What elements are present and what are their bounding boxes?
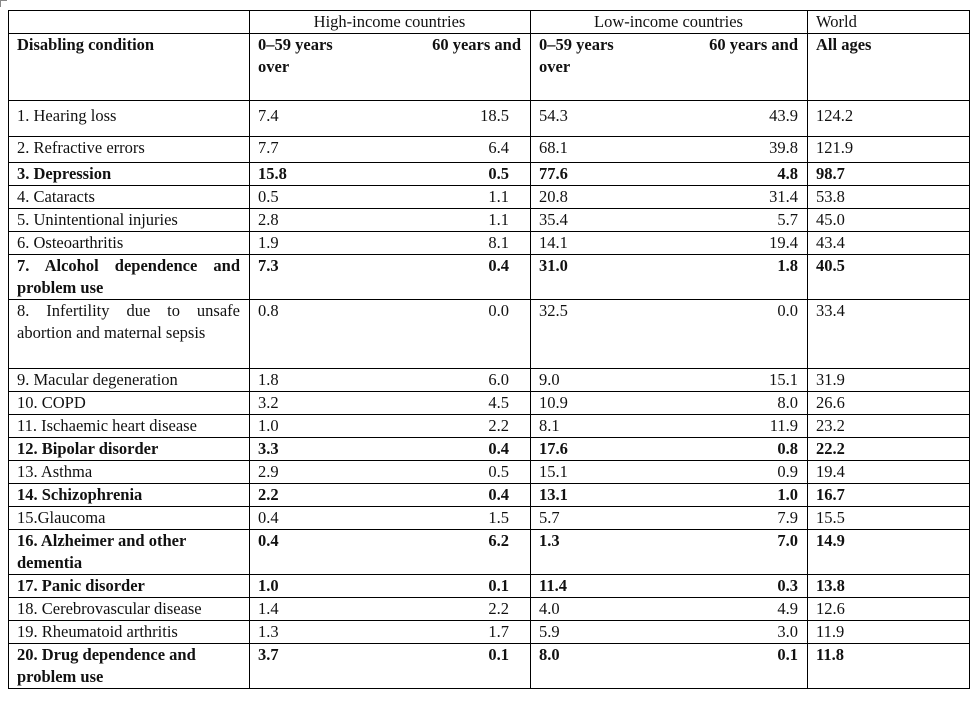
hi-60-over-value: 1.1 [488, 187, 509, 206]
low-income-values [531, 484, 808, 507]
world-all-ages-value: 53.8 [808, 186, 970, 209]
table-row [9, 209, 970, 232]
condition-name: 3. Depression [9, 163, 250, 186]
low-income-values [531, 186, 808, 209]
world-all-ages-value: 43.4 [808, 232, 970, 255]
table-row [9, 415, 970, 438]
hi-0-59-value: 2.8 [258, 210, 279, 229]
high-income-values [250, 232, 531, 255]
low-income-values [531, 255, 808, 300]
hi-60-over-value: 1.7 [488, 622, 509, 641]
lo-60-over-value: 31.4 [769, 187, 798, 206]
lo-0-59-value: 14.1 [539, 233, 568, 252]
header-condition: Disabling condition [9, 34, 250, 101]
lo-60-over-value: 7.0 [777, 531, 798, 550]
lo-0-59-value: 5.7 [539, 508, 560, 527]
hi-60-over-value: 0.4 [488, 439, 509, 458]
hi-0-59-value: 1.8 [258, 370, 279, 389]
page-corner-mark [0, 0, 7, 7]
lo-60-over-value: 15.1 [769, 370, 798, 389]
low-income-values [531, 507, 808, 530]
high-income-values [250, 621, 531, 644]
low-income-values [531, 415, 808, 438]
table-row [9, 255, 970, 300]
world-all-ages-value: 26.6 [808, 392, 970, 415]
header-lo-60: 60 years and [709, 35, 798, 54]
hi-0-59-value: 3.2 [258, 393, 279, 412]
world-all-ages-value: 45.0 [808, 209, 970, 232]
lo-60-over-value: 43.9 [769, 106, 798, 125]
lo-60-over-value: 19.4 [769, 233, 798, 252]
hi-60-over-value: 0.0 [488, 301, 509, 320]
low-income-values [531, 163, 808, 186]
table-row [9, 484, 970, 507]
hi-0-59-value: 1.0 [258, 576, 279, 595]
lo-60-over-value: 4.9 [777, 599, 798, 618]
hi-60-over-value: 2.2 [488, 599, 509, 618]
condition-name: 19. Rheumatoid arthritis [9, 621, 250, 644]
header-lo-over: over [539, 57, 571, 76]
low-income-values [531, 369, 808, 392]
hi-60-over-value: 0.5 [488, 164, 509, 183]
table-row [9, 232, 970, 255]
condition-name: 6. Osteoarthritis [9, 232, 250, 255]
high-income-values [250, 137, 531, 163]
condition-name: 2. Refractive errors [9, 137, 250, 163]
low-income-values [531, 644, 808, 689]
condition-name: 12. Bipolar disorder [9, 438, 250, 461]
lo-60-over-value: 1.8 [777, 256, 798, 275]
disability-table [8, 10, 970, 689]
hi-0-59-value: 3.7 [258, 645, 279, 664]
high-income-values [250, 484, 531, 507]
high-income-values [250, 644, 531, 689]
world-all-ages-value: 13.8 [808, 575, 970, 598]
condition-name: 1. Hearing loss [9, 101, 250, 137]
header-high-ages [250, 34, 531, 101]
hi-60-over-value: 2.2 [488, 416, 509, 435]
world-all-ages-value: 22.2 [808, 438, 970, 461]
high-income-values [250, 369, 531, 392]
lo-0-59-value: 35.4 [539, 210, 568, 229]
lo-0-59-value: 17.6 [539, 439, 568, 458]
hi-0-59-value: 1.3 [258, 622, 279, 641]
lo-60-over-value: 8.0 [777, 393, 798, 412]
lo-0-59-value: 11.4 [539, 576, 567, 595]
table-row [9, 392, 970, 415]
high-income-values [250, 438, 531, 461]
high-income-values [250, 575, 531, 598]
table-row [9, 186, 970, 209]
hi-0-59-value: 1.9 [258, 233, 279, 252]
condition-name: 7. Alcohol dependence and problem use [9, 255, 250, 300]
hi-60-over-value: 0.4 [488, 256, 509, 275]
lo-60-over-value: 0.1 [777, 645, 798, 664]
lo-0-59-value: 32.5 [539, 301, 568, 320]
condition-name: 4. Cataracts [9, 186, 250, 209]
lo-60-over-value: 11.9 [769, 416, 798, 435]
hi-60-over-value: 18.5 [480, 106, 509, 125]
condition-name: 20. Drug dependence and problem use [9, 644, 250, 689]
lo-60-over-value: 7.9 [777, 508, 798, 527]
world-all-ages-value: 121.9 [808, 137, 970, 163]
world-all-ages-value: 23.2 [808, 415, 970, 438]
header-lo-0-59: 0–59 years [539, 35, 614, 54]
table-row [9, 438, 970, 461]
world-all-ages-value: 31.9 [808, 369, 970, 392]
world-all-ages-value: 33.4 [808, 300, 970, 369]
low-income-values [531, 598, 808, 621]
lo-0-59-value: 5.9 [539, 622, 560, 641]
hi-60-over-value: 0.1 [488, 576, 509, 595]
table-row [9, 507, 970, 530]
high-income-values [250, 530, 531, 575]
condition-name: 15.Glaucoma [9, 507, 250, 530]
lo-0-59-value: 4.0 [539, 599, 560, 618]
lo-60-over-value: 0.8 [777, 439, 798, 458]
condition-name: 8. Infertility due to unsafe abortion and maternal sepsis [9, 300, 250, 369]
high-income-values [250, 507, 531, 530]
world-all-ages-value: 16.7 [808, 484, 970, 507]
low-income-values [531, 575, 808, 598]
hi-0-59-value: 1.0 [258, 416, 279, 435]
world-all-ages-value: 124.2 [808, 101, 970, 137]
hi-0-59-value: 0.5 [258, 187, 279, 206]
hi-0-59-value: 2.2 [258, 485, 279, 504]
header-empty-cell [9, 11, 250, 34]
low-income-values [531, 137, 808, 163]
low-income-values [531, 392, 808, 415]
lo-60-over-value: 5.7 [777, 210, 798, 229]
high-income-values [250, 255, 531, 300]
hi-60-over-value: 6.4 [488, 138, 509, 157]
low-income-values [531, 300, 808, 369]
condition-name: 11. Ischaemic heart disease [9, 415, 250, 438]
table-row [9, 621, 970, 644]
lo-0-59-value: 15.1 [539, 462, 568, 481]
table-row [9, 300, 970, 369]
hi-60-over-value: 1.5 [488, 508, 509, 527]
lo-60-over-value: 4.8 [777, 164, 798, 183]
low-income-values [531, 232, 808, 255]
table-row [9, 369, 970, 392]
condition-name: 9. Macular degeneration [9, 369, 250, 392]
header-high-income: High-income countries [250, 11, 531, 34]
lo-60-over-value: 1.0 [777, 485, 798, 504]
header-hi-0-59: 0–59 years [258, 35, 333, 54]
lo-0-59-value: 68.1 [539, 138, 568, 157]
lo-60-over-value: 39.8 [769, 138, 798, 157]
low-income-values [531, 438, 808, 461]
world-all-ages-value: 19.4 [808, 461, 970, 484]
hi-0-59-value: 0.4 [258, 531, 279, 550]
world-all-ages-value: 14.9 [808, 530, 970, 575]
world-all-ages-value: 15.5 [808, 507, 970, 530]
world-all-ages-value: 40.5 [808, 255, 970, 300]
table-row [9, 644, 970, 689]
hi-0-59-value: 1.4 [258, 599, 279, 618]
header-hi-60: 60 years and [432, 35, 521, 54]
hi-0-59-value: 3.3 [258, 439, 279, 458]
world-all-ages-value: 11.9 [808, 621, 970, 644]
header-hi-over: over [258, 57, 290, 76]
lo-0-59-value: 8.0 [539, 645, 560, 664]
lo-0-59-value: 1.3 [539, 531, 560, 550]
high-income-values [250, 101, 531, 137]
condition-name: 13. Asthma [9, 461, 250, 484]
condition-name: 17. Panic disorder [9, 575, 250, 598]
condition-name: 5. Unintentional injuries [9, 209, 250, 232]
header-low-ages [531, 34, 808, 101]
table-row [9, 530, 970, 575]
world-all-ages-value: 12.6 [808, 598, 970, 621]
lo-0-59-value: 13.1 [539, 485, 568, 504]
table-row [9, 575, 970, 598]
low-income-values [531, 530, 808, 575]
hi-0-59-value: 15.8 [258, 164, 287, 183]
table-row [9, 598, 970, 621]
low-income-values [531, 461, 808, 484]
high-income-values [250, 186, 531, 209]
table-body [9, 101, 970, 689]
hi-60-over-value: 6.0 [488, 370, 509, 389]
high-income-values [250, 415, 531, 438]
header-subrow [9, 34, 970, 101]
hi-60-over-value: 1.1 [488, 210, 509, 229]
high-income-values [250, 392, 531, 415]
lo-60-over-value: 0.9 [777, 462, 798, 481]
lo-0-59-value: 31.0 [539, 256, 568, 275]
hi-0-59-value: 2.9 [258, 462, 279, 481]
lo-0-59-value: 77.6 [539, 164, 568, 183]
low-income-values [531, 101, 808, 137]
lo-0-59-value: 10.9 [539, 393, 568, 412]
hi-60-over-value: 6.2 [488, 531, 509, 550]
high-income-values [250, 300, 531, 369]
condition-name: 10. COPD [9, 392, 250, 415]
header-group-row [9, 11, 970, 34]
hi-60-over-value: 0.4 [488, 485, 509, 504]
hi-60-over-value: 0.5 [488, 462, 509, 481]
high-income-values [250, 209, 531, 232]
high-income-values [250, 461, 531, 484]
hi-0-59-value: 7.7 [258, 138, 279, 157]
lo-0-59-value: 9.0 [539, 370, 560, 389]
lo-60-over-value: 0.3 [777, 576, 798, 595]
hi-60-over-value: 0.1 [488, 645, 509, 664]
hi-0-59-value: 0.8 [258, 301, 279, 320]
lo-0-59-value: 8.1 [539, 416, 560, 435]
header-world: World [808, 11, 970, 34]
low-income-values [531, 621, 808, 644]
hi-0-59-value: 7.3 [258, 256, 279, 275]
lo-0-59-value: 54.3 [539, 106, 568, 125]
header-low-income: Low-income countries [531, 11, 808, 34]
low-income-values [531, 209, 808, 232]
condition-name: 18. Cerebrovascular disease [9, 598, 250, 621]
table-row [9, 137, 970, 163]
hi-0-59-value: 7.4 [258, 106, 279, 125]
high-income-values [250, 598, 531, 621]
hi-0-59-value: 0.4 [258, 508, 279, 527]
lo-60-over-value: 3.0 [777, 622, 798, 641]
world-all-ages-value: 11.8 [808, 644, 970, 689]
hi-60-over-value: 8.1 [488, 233, 509, 252]
table-row [9, 163, 970, 186]
condition-name: 14. Schizophrenia [9, 484, 250, 507]
high-income-values [250, 163, 531, 186]
table-row [9, 461, 970, 484]
condition-name: 16. Alzheimer and other dementia [9, 530, 250, 575]
world-all-ages-value: 98.7 [808, 163, 970, 186]
hi-60-over-value: 4.5 [488, 393, 509, 412]
header-all-ages: All ages [808, 34, 970, 101]
lo-0-59-value: 20.8 [539, 187, 568, 206]
lo-60-over-value: 0.0 [777, 301, 798, 320]
table-row [9, 101, 970, 137]
